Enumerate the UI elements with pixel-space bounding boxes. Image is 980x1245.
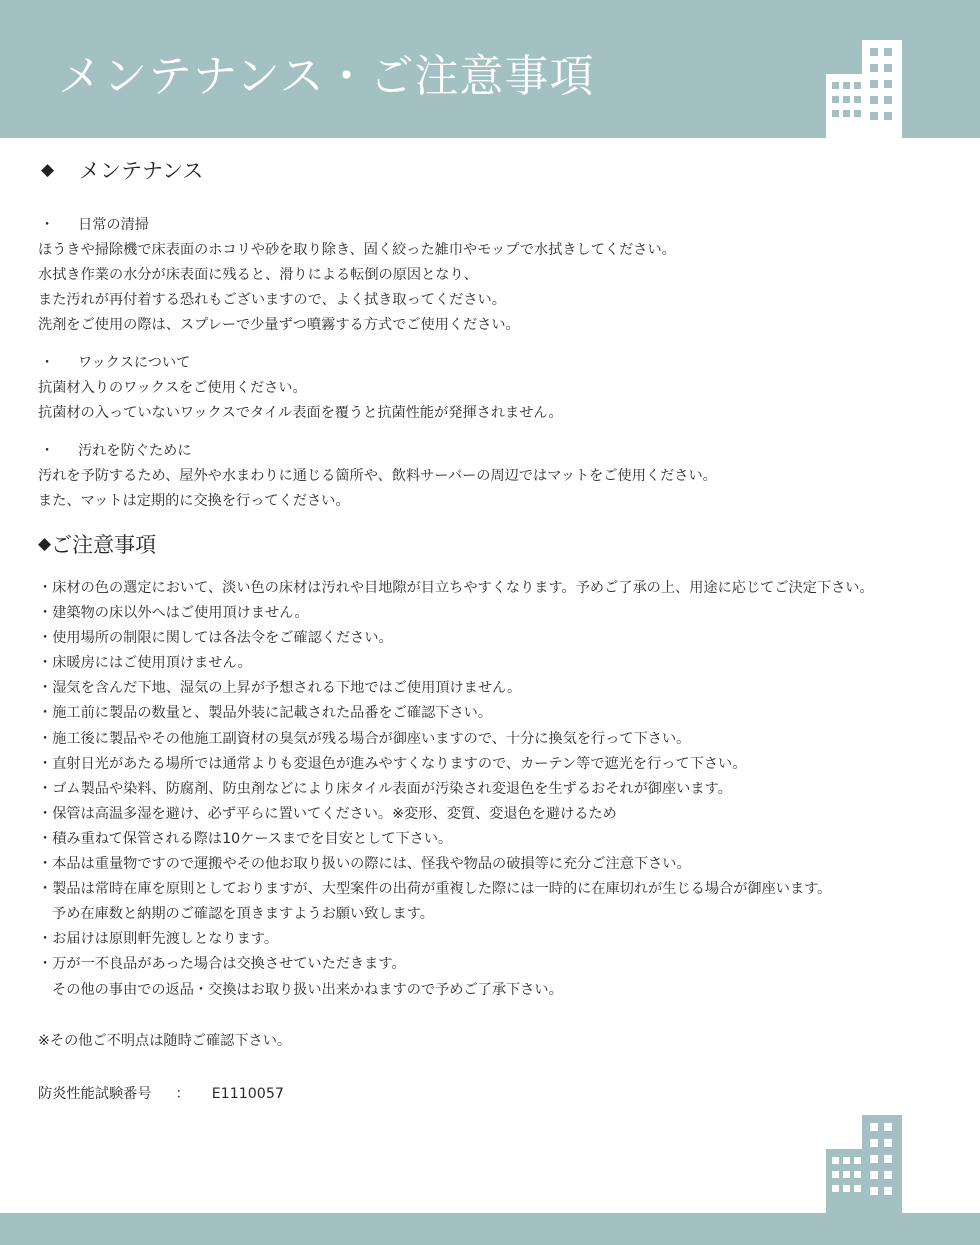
notice-item: ・お届けは原則軒先渡しとなります。 xyxy=(38,931,279,948)
notice-item: ・施工前に製品の数量と、製品外装に記載された品番をご確認下さい。 xyxy=(38,705,493,722)
bullet: ・ xyxy=(40,443,55,459)
page-title: メンテナンス・ご注意事項 xyxy=(58,51,595,102)
diamond-bullet-icon: ◆ xyxy=(41,160,55,180)
body-line: また、マットは定期的に交換を行ってください。 xyxy=(38,493,350,509)
content xyxy=(38,150,958,1107)
subsection-title: ワックスについて xyxy=(78,355,191,371)
body-line: 水拭き作業の水分が床表面に残ると、滑りによる転倒の原因となり、 xyxy=(38,267,478,283)
body-line: 抗菌材入りのワックスをご使用ください。 xyxy=(38,380,307,396)
wax-title xyxy=(38,351,958,376)
body-line: 抗菌材の入っていないワックスでタイル表面を覆うと抗菌性能が発揮されません。 xyxy=(38,405,563,421)
notice-item: ・万が一不良品があった場合は交換させていただきます。 xyxy=(38,956,406,973)
notice-item: ・施工後に製品やその他施工副資材の臭気が残る場合が御座いますので、十分に換気を行って下さい。 xyxy=(38,730,691,747)
fire-test-value: E1110057 xyxy=(211,1085,284,1102)
footnote: ※その他ご不明点は随時ご確認下さい。 xyxy=(38,1032,292,1049)
body-line: ほうきや掃除機で床表面のホコリや砂を取り除き、固く絞った雑巾やモップで水拭きしてください。 xyxy=(38,242,676,258)
fire-test-number xyxy=(38,1082,958,1107)
notice-item: ・製品は常時在庫を原則としておりますが、大型案件の出荷が重複した際には一時的に在庫切れが生じる場合が御座います。 xyxy=(38,881,832,898)
notice-item-continuation: 予め在庫数と納期のご確認を頂きますようお願い致します。 xyxy=(52,906,434,923)
notices-heading xyxy=(38,529,958,559)
notice-item: ・床材の色の選定において、淡い色の床材は汚れや目地隙が目立ちやすくなります。予めご了承の上、用途に応じてご決定下さい。 xyxy=(38,580,874,596)
maintenance-heading xyxy=(41,155,958,185)
notice-item: ・積み重ねて保管される際は10ケースまでを目安として下さい。 xyxy=(38,830,453,847)
notice-item: ・湿気を含んだ下地、湿気の上昇が予想される下地ではご使用頂けません。 xyxy=(38,680,522,697)
bullet: ・ xyxy=(40,355,55,371)
subsection-title: 日常の清掃 xyxy=(78,217,149,233)
notice-item: ・床暖房にはご使用頂けません。 xyxy=(38,655,252,672)
building-icon xyxy=(826,40,936,138)
notice-item-continuation: その他の事由での返品・交換はお取り扱い出来かねますので予めご了承下さい。 xyxy=(52,981,563,998)
bullet: ・ xyxy=(40,217,55,233)
subsection-title: 汚れを防ぐために xyxy=(78,443,192,459)
notice-item: ・保管は高温多湿を避け、必ず平らに置いてください。※変形、変質、変退色を避けるため xyxy=(38,805,617,822)
notice-item: ・ゴム製品や染料、防腐剤、防虫剤などにより床タイル表面が汚染され変退色を生ずるおそれが御座います。 xyxy=(38,780,732,797)
notice-list xyxy=(38,576,958,1003)
daily-cleaning-title xyxy=(38,213,958,238)
notice-item: ・本品は重量物ですので運搬やその他お取り扱いの際には、怪我や物品の破損等に充分ご注意下さい。 xyxy=(38,856,691,873)
notices-heading-text: ご注意事項 xyxy=(51,533,157,557)
fire-test-label: 防炎性能試験番号 xyxy=(38,1085,152,1102)
notice-item: ・使用場所の制限に関しては各法令をご確認ください。 xyxy=(38,630,393,647)
notice-item: ・直射日光があたる場所では通常よりも変退色が進みやすくなりますので、カーテン等で遮光を行って下さい。 xyxy=(38,755,747,772)
diamond-bullet-icon: ◆ xyxy=(38,534,52,554)
body-line: 汚れを予防するため、屋外や水まわりに通じる箇所や、飲料サーバーの周辺ではマットをご使用ください。 xyxy=(38,468,717,484)
fire-test-separator: ： xyxy=(175,1085,190,1102)
footer-band xyxy=(0,1213,980,1245)
dirt-prevention-title xyxy=(38,439,958,464)
body-line: 洗剤をご使用の際は、スプレーで少量ずつ噴霧する方式でご使用ください。 xyxy=(38,317,520,333)
building-icon xyxy=(826,1115,936,1213)
body-line: また汚れが再付着する恐れもございますので、よく拭き取ってください。 xyxy=(38,292,506,308)
notice-item: ・建築物の床以外へはご使用頂けません。 xyxy=(38,605,309,622)
maintenance-heading-text: メンテナンス xyxy=(79,159,204,183)
